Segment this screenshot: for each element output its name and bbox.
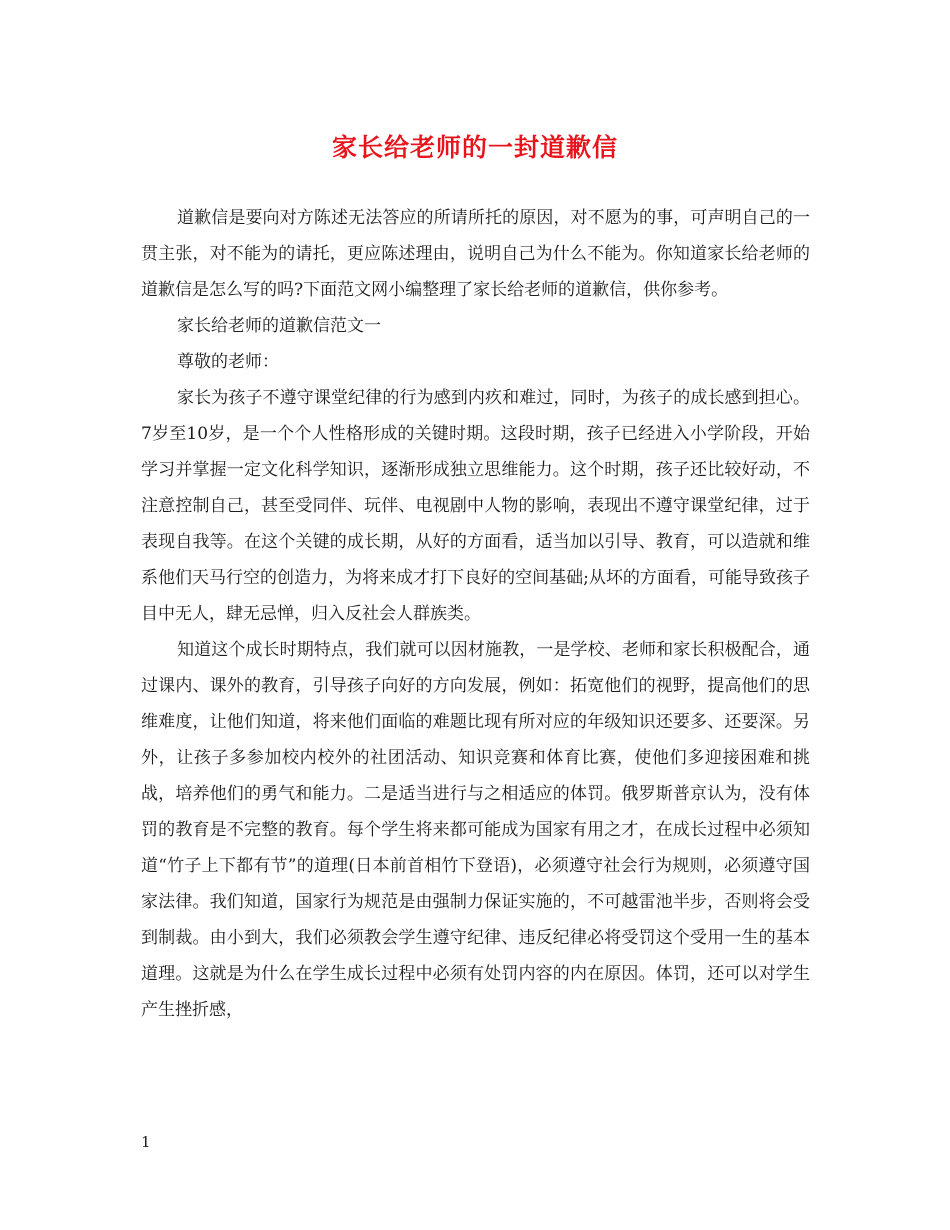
document-body xyxy=(141,200,810,1028)
intro-paragraph: 道歉信是要向对方陈述无法答应的所请所托的原因，对不愿为的事，可声明自己的一贯主张，对不能为的请托，更应陈述理由，说明自己为什么不能为。你知道家长给老师的道歉信是怎么写的吗?下面范文网小编整理了家长给老师的道歉信，供你参考。 xyxy=(141,208,810,300)
document-title: 家长给老师的一封道歉信 xyxy=(331,133,618,162)
body-paragraph: 知道这个成长时期特点，我们就可以因材施教，一是学校、老师和家长积极配合，通过课内、课外的教育，引导孩子向好的方向发展，例如：拓宽他们的视野，提高他们的思维难度，让他们知道，将来他们面临的难题比现有所对应的年级知识还要多、还要深。另外，让孩子多参加校内校外的社团活动、知识竞赛和体育比赛，使他们多迎接困难和挑战，培养他们的勇气和能力。二是适当进行与之相适应的体罚。俄罗斯普京认为，没有体罚的教育是不完整的教育。每个学生将来都可能成为国家有用之才，在成长过程中必须知道“竹子上下都有节”的道理(日本前首相竹下登语)，必须遵守社会行为规则，必须遵守国家法律。我们知道，国家行为规范是由强制力保证实施的，不可越雷池半步，否则将会受到制裁。由小到大，我们必须教会学生遵守纪律、违反纪律必将受罚这个受用一生的基本道理。这就是为什么在学生成长过程中必须有处罚内容的内在原因。体罚，还可以对学生产生挫折感， xyxy=(141,640,810,1020)
body-paragraph: 家长为孩子不遵守课堂纪律的行为感到内疚和难过，同时，为孩子的成长感到担心。 7岁至10岁，是一个个人性格形成的关键时期。这段时期，孩子已经进入小学阶段，开始学习并掌握一定文化科学知识，逐渐形成独立思维能力。这个时期，孩子还比较好动，不注意控制自己，甚至受同伴、玩伴、电视剧中人物的影响，表现出不遵守课堂纪律，过于表现自我等。在这个关键的成长期，从好的方面看，适当加以引导、教育，可以造就和维系他们天马行空的创造力，为将来成才打下良好的空间基础;从坏的方面看，可能导致孩子目中无人，肆无忌惮，归入反社会人群族类。 xyxy=(141,388,810,624)
letter-salutation: 尊敬的老师： xyxy=(177,352,279,372)
page-number: 1 xyxy=(141,1133,151,1151)
section-heading: 家长给老师的道歉信范文一 xyxy=(177,316,381,336)
